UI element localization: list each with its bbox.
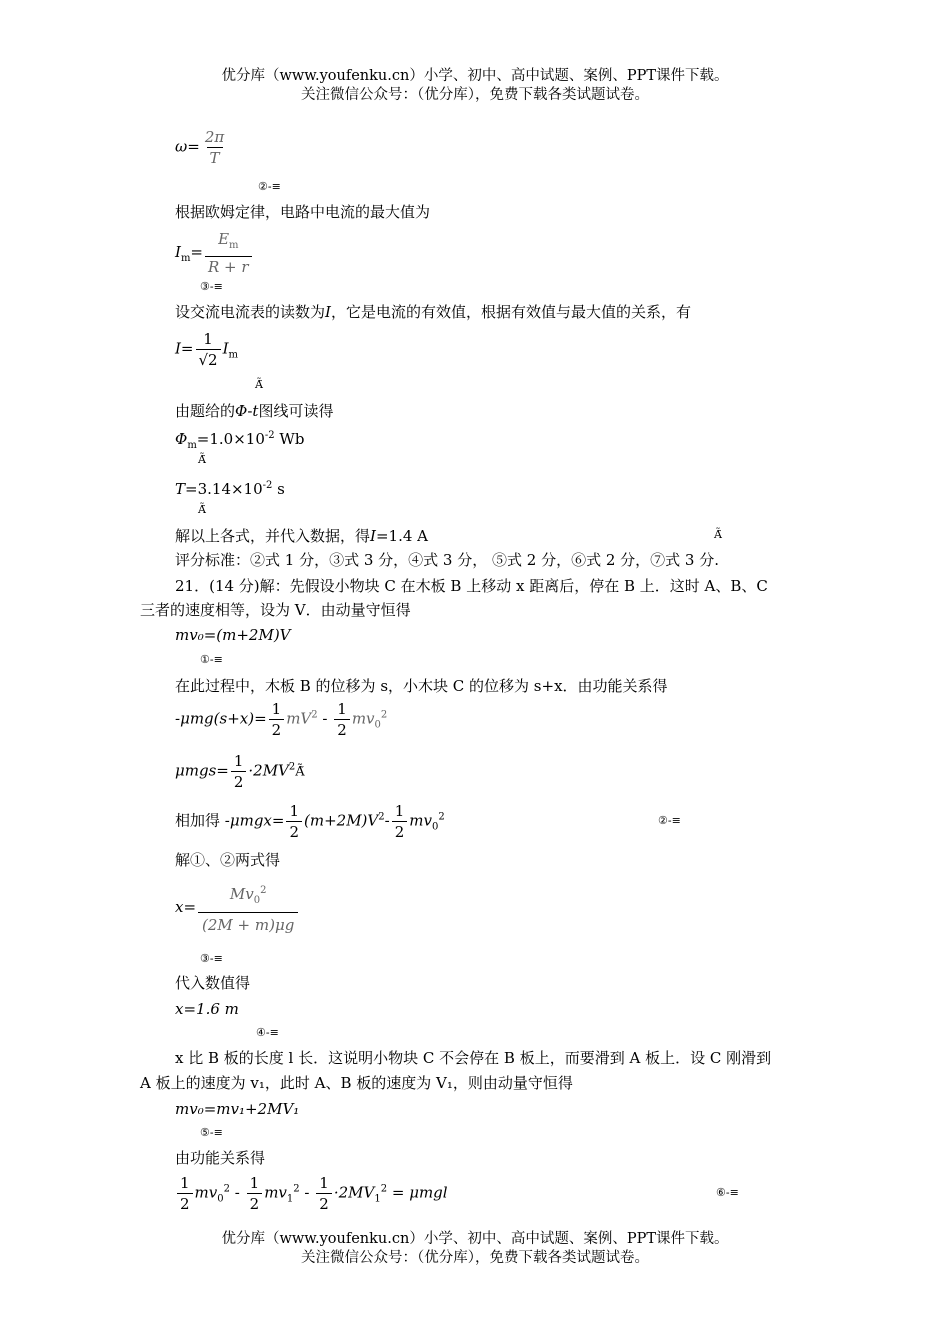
equation-x: x= $\frac{Mv_0^2}{(2M + m)\mu g}$ (175, 882, 300, 934)
equation-energy-1: -μmg(s+x)= $\frac{1}{2}$ $mV^2$ - $\frac{1}{2}$ $mv_0^2$ (175, 700, 388, 739)
equation-mark-7: Ã̃ (714, 528, 722, 541)
equation-mark-3b: ③-≡ (200, 952, 223, 965)
equation-effective-current: I= $\frac{1}{√2}$ $I_m$ (175, 330, 239, 369)
paragraph-graph: 由题给的Φ-t图线可读得 (175, 402, 334, 420)
paragraph-displacement: 在此过程中，木板 B 的位移为 s，小木块 C 的位移为 s+x．由功能关系得 (175, 677, 668, 695)
equation-mark-6: Ã̃ (198, 503, 206, 516)
scoring-standard: 评分标准：②式 1 分，③式 3 分，④式 3 分， ⑤式 2 分，⑥式 2 分，⑦式 3 分. (175, 551, 720, 569)
equation-mark-2b: ②-≡ (658, 814, 681, 827)
equation-omega: ω= $\frac{2\pi}{T}$ (175, 128, 225, 167)
equation-period: $T=3.14\times 10^{-2}$ s (175, 480, 285, 498)
equation-mark-4b: ④-≡ (256, 1026, 279, 1039)
equation-momentum-1: mv₀=(m+2M)V (175, 626, 291, 644)
paragraph-ohm-law: 根据欧姆定律，电路中电流的最大值为 (175, 203, 431, 221)
paragraph-longer-line-1: x 比 B 板的长度 l 长．这说明小物块 C 不会停在 B 板上，而要滑到 A 板上．设 C 刚滑到 (175, 1049, 772, 1067)
equation-energy-3: $\frac{1}{2}$ $mv_0^2$ - $\frac{1}{2}$ $mv_1^2$ - $\frac{1}{2}$ $\cdot 2MV_1^2 = \mu mgl$ (175, 1174, 448, 1213)
footer-line-2: 关注微信公众号：（优分库），免费下载各类试题试卷。 (301, 1250, 649, 1266)
paragraph-effective-value: 设交流电流表的读数为I，它是电流的有效值，根据有效值与最大值的关系，有 (175, 303, 691, 321)
equation-current-max: $I_m=$ $\frac{E_m}{R + r}$ (175, 230, 254, 276)
equation-mark-1: ①-≡ (200, 653, 223, 666)
equation-mark-2: ②-≡ (258, 180, 281, 193)
header-line-1: 优分库（www.youfenku.cn）小学、初中、高中试题、案例、PPT课件下载。 (221, 68, 729, 84)
question-21-line-1: 21．(14 分)解：先假设小物块 C 在木板 B 上移动 x 距离后，停在 B 上．这时 A、B、C (175, 577, 768, 595)
paragraph-solve: 解以上各式，并代入数据，得I=1.4 A (175, 527, 428, 545)
equation-momentum-2: mv₀=mv₁+2MV₁ (175, 1100, 300, 1118)
question-21-line-2: 三者的速度相等，设为 V．由动量守恒得 (140, 601, 411, 619)
equation-mark-6b: ⑥-≡ (716, 1186, 739, 1199)
equation-x-value: x=1.6 m (175, 1000, 239, 1018)
equation-mark-5b: ⑤-≡ (200, 1126, 223, 1139)
paragraph-substitute: 代入数值得 (175, 974, 251, 992)
equation-energy-2: μmgs= $\frac{1}{2}$ $\cdot 2MV^2Ã̃$ (175, 752, 305, 791)
paragraph-energy: 由功能关系得 (175, 1149, 266, 1167)
equation-mark-5: Ã̃ (198, 453, 206, 466)
paragraph-solve-12: 解①、②两式得 (175, 851, 281, 869)
equation-sum: 相加得 -μmgx= $\frac{1}{2}$ $(m+2M)V^2-$ $\frac{1}{2}$ $mv_0^2$ (175, 802, 445, 841)
paragraph-longer-line-2: A 板上的速度为 v₁，此时 A、B 板的速度为 V₁，则由动量守恒得 (140, 1074, 573, 1092)
header-line-2: 关注微信公众号：（优分库），免费下载各类试题试卷。 (301, 87, 649, 103)
footer-line-1: 优分库（www.youfenku.cn）小学、初中、高中试题、案例、PPT课件下载。 (221, 1231, 729, 1247)
equation-mark-4: Ã̃ (255, 378, 263, 391)
equation-mark-3: ③-≡ (200, 280, 223, 293)
equation-flux-max: $\Phi_m=1.0\times 10^{-2}$ Wb (175, 430, 305, 451)
